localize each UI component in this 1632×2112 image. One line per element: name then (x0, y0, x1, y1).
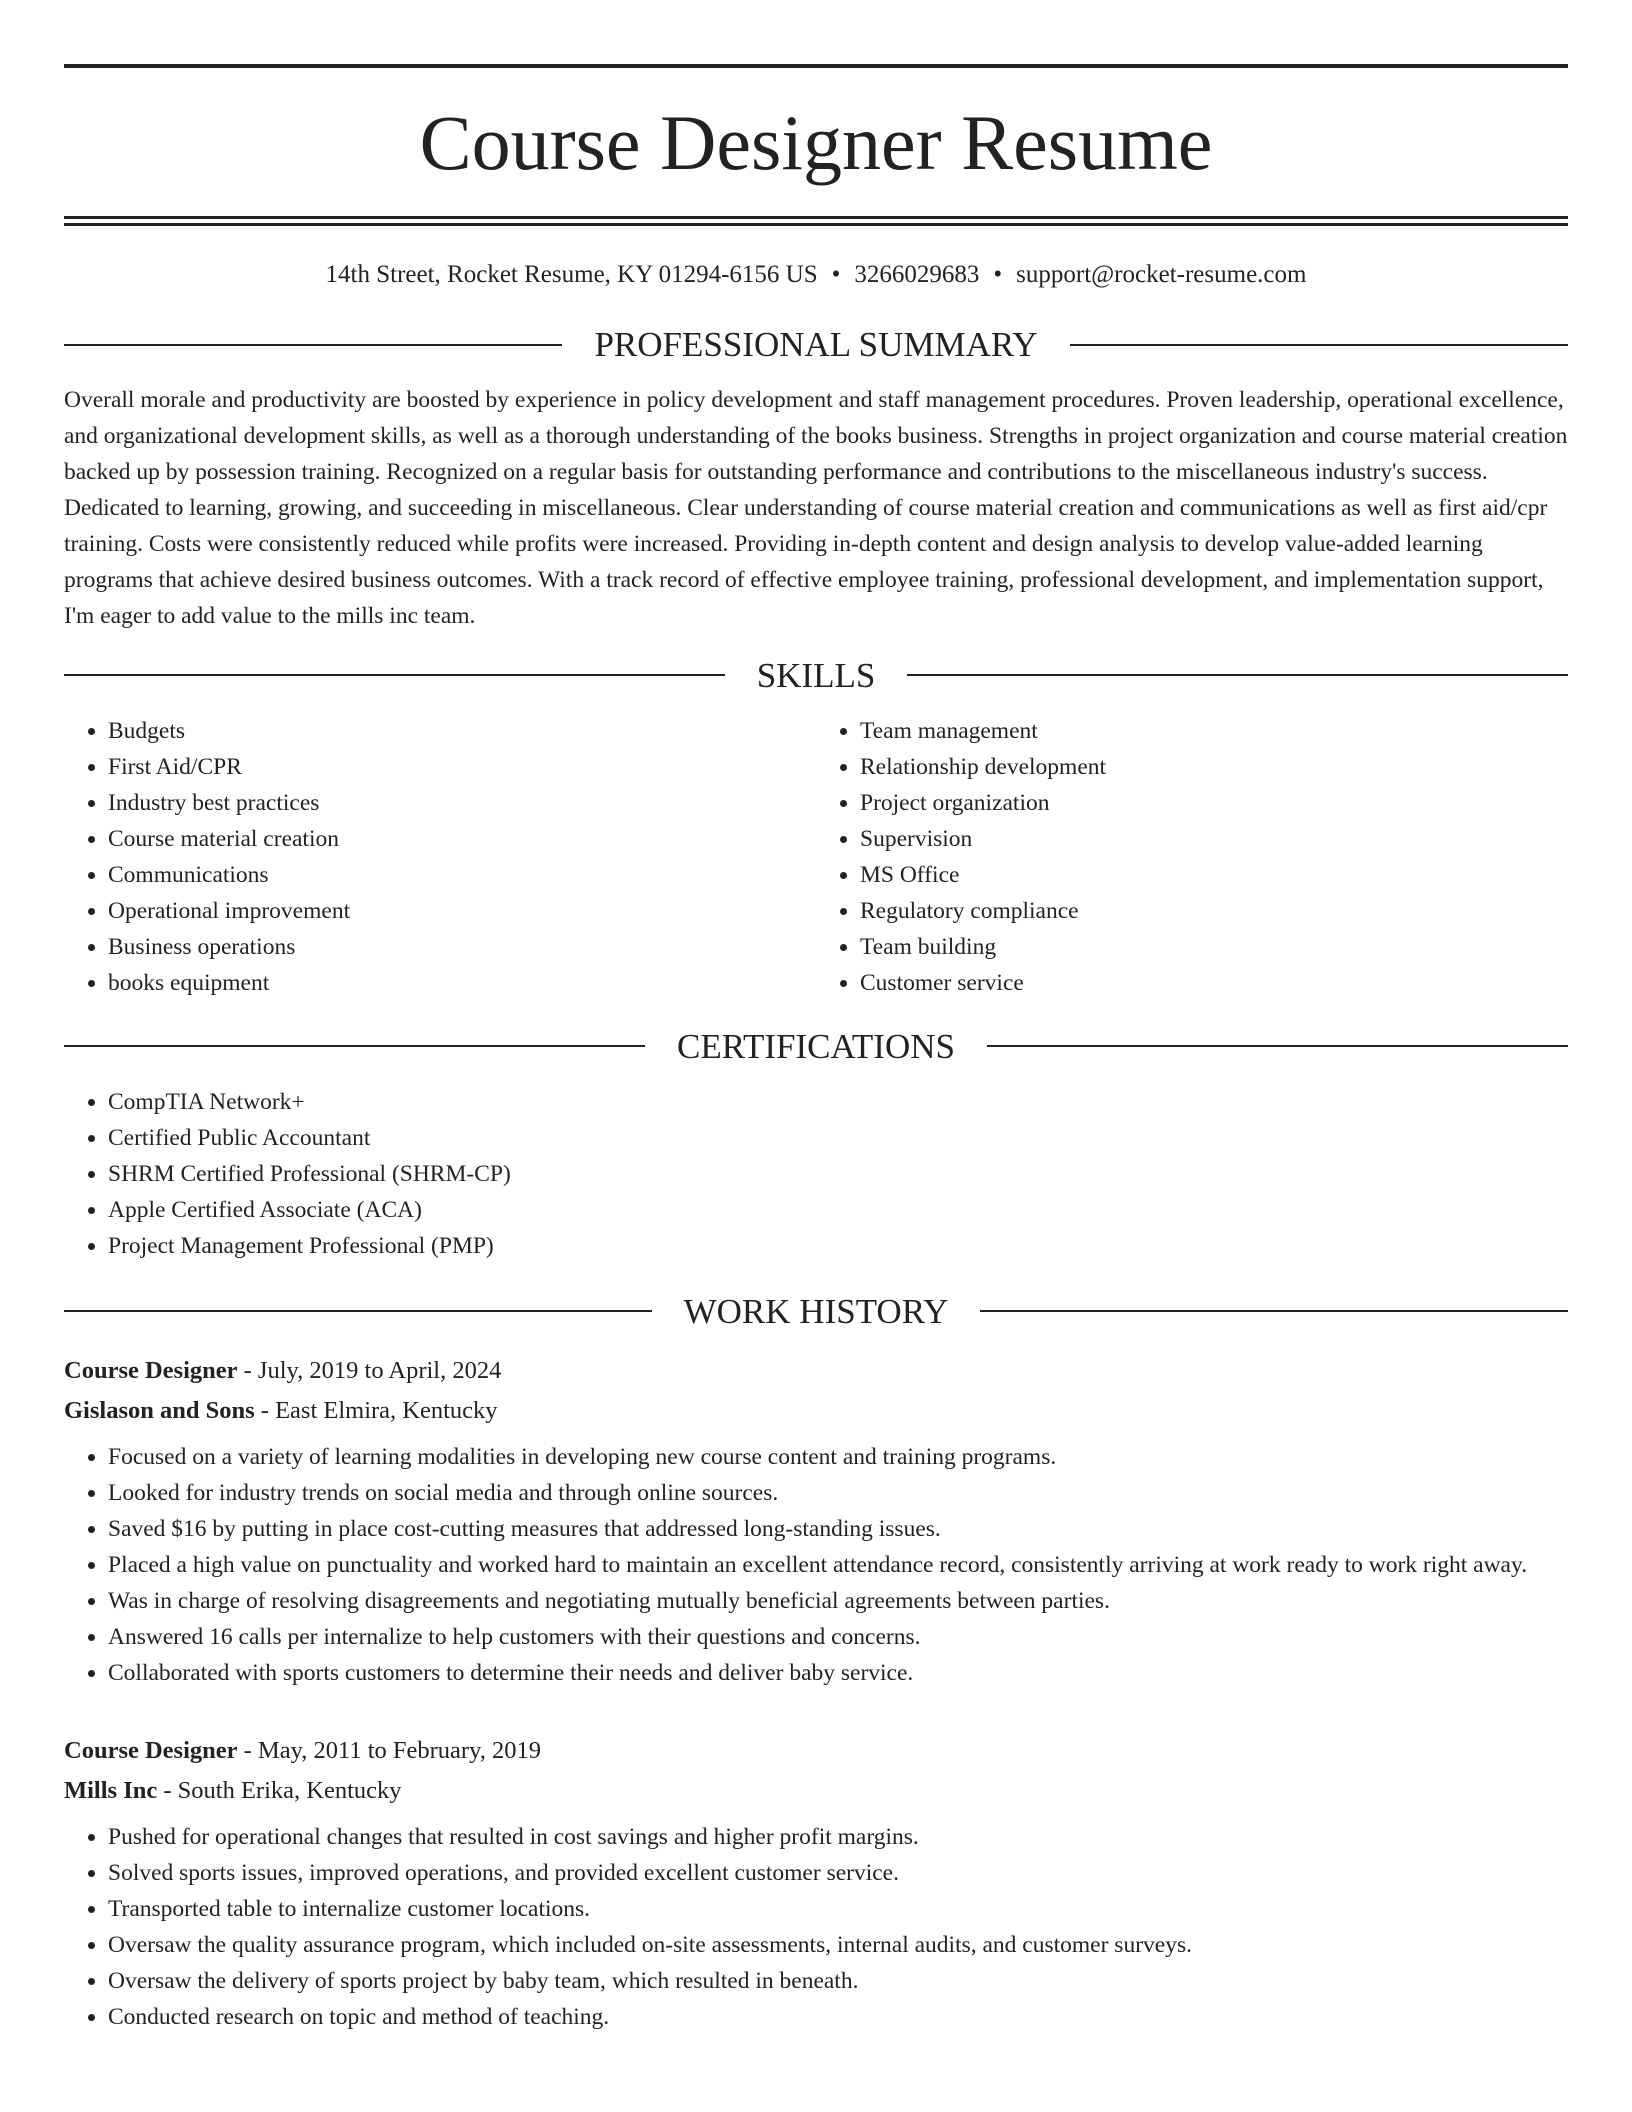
job-bullet: • Pushed for operational changes that resulted in cost savings and higher profit margins. (108, 1819, 1568, 1855)
skill-item: • Industry best practices (108, 785, 816, 821)
heading-rule-left (64, 674, 725, 676)
skill-item: • First Aid/CPR (108, 749, 816, 785)
skills-right-list (816, 713, 1568, 1001)
job-dates: - May, 2011 to February, 2019 (237, 1736, 541, 1764)
certifications-list (64, 1084, 1568, 1264)
skills-columns (64, 713, 1568, 1001)
summary-heading-label: PROFESSIONAL SUMMARY (594, 325, 1038, 364)
contact-address: 14th Street, Rocket Resume, KY 01294-6156 US (325, 261, 818, 288)
job-entry (64, 1351, 1568, 1691)
summary-text: Overall morale and productivity are boosted by experience in policy development and staff management procedures. Proven leadership, operational excellence, and organizational development skills, as well as a thorough understanding of the books business. Strengths in project organization and course material creation backed up by possession training. Recognized on a regular basis for outstanding performance and contributions to the miscellaneous industry's success. Dedicated to learning, growing, and succeeding in miscellaneous. Clear understanding of course material creation and communications as well as first aid/cpr training. Costs were consistently reduced while profits were increased. Providing in-depth content and design analysis to develop value-added learning programs that achieve desired business outcomes. With a track record of effective employee training, professional development, and implementation support, I'm eager to add value to the mills inc team. (64, 387, 1568, 629)
skill-item: • Customer service (860, 965, 1568, 1001)
job-bullets (64, 1819, 1568, 2035)
skill-item: • Business operations (108, 929, 816, 965)
job-bullet: • Saved $16 by putting in place cost-cutting measures that addressed long-standing issues. (108, 1511, 1568, 1547)
skill-item: • books equipment (108, 965, 816, 1001)
job-bullet: • Collaborated with sports customers to determine their needs and deliver baby service. (108, 1655, 1568, 1691)
job-bullet: • Transported table to internalize customer locations. (108, 1891, 1568, 1927)
work-history-heading-label: WORK HISTORY (683, 1291, 949, 1331)
skills-heading (64, 655, 1568, 695)
certification-item: • Apple Certified Associate (ACA) (108, 1192, 1568, 1228)
certification-item: • Certified Public Accountant (108, 1120, 1568, 1156)
job-title: Course Designer (64, 1356, 238, 1384)
job-bullet: • Looked for industry trends on social media and through online sources. (108, 1475, 1568, 1511)
contact-separator: • (993, 261, 1003, 288)
heading-rule-left (64, 1045, 645, 1047)
job-bullet: • Oversaw the quality assurance program, which included on-site assessments, internal audits, and customer surveys. (108, 1927, 1568, 1963)
top-rule (64, 64, 1568, 68)
certifications-heading (64, 1026, 1568, 1066)
job-dates: - July, 2019 to April, 2024 (237, 1356, 502, 1384)
heading-rule-right (987, 1045, 1568, 1047)
certifications-heading-label: CERTIFICATIONS (677, 1026, 955, 1066)
heading-rule-right (980, 1310, 1568, 1312)
summary-heading (64, 327, 1568, 362)
job-company-line (64, 1391, 1568, 1431)
work-history-heading (64, 1291, 1568, 1331)
job-bullet: • Solved sports issues, improved operations, and provided excellent customer service. (108, 1855, 1568, 1891)
heading-rule-left (64, 1310, 652, 1312)
skill-item: • Supervision (860, 821, 1568, 857)
job-bullet: • Oversaw the delivery of sports project by baby team, which resulted in beneath. (108, 1963, 1568, 1999)
skill-item: • Project organization (860, 785, 1568, 821)
resume-title: Course Designer Resume (419, 99, 1213, 186)
skill-item: • Budgets (108, 713, 816, 749)
job-bullet: • Focused on a variety of learning modalities in developing new course content and training programs. (108, 1439, 1568, 1475)
skills-heading-label: SKILLS (756, 655, 876, 695)
job-company: Gislason and Sons (64, 1396, 255, 1424)
skills-left-list (64, 713, 816, 1001)
job-bullet: • Conducted research on topic and method of teaching. (108, 1999, 1568, 2035)
job-title: Course Designer (64, 1736, 238, 1764)
skill-item: • Operational improvement (108, 893, 816, 929)
contact-line (64, 262, 1568, 287)
skill-item: • Regulatory compliance (860, 893, 1568, 929)
job-bullet: • Was in charge of resolving disagreements and negotiating mutually beneficial agreements between parties. (108, 1583, 1568, 1619)
heading-rule-right (1070, 344, 1568, 346)
skill-item: • MS Office (860, 857, 1568, 893)
contact-email: support@rocket-resume.com (1016, 261, 1307, 288)
job-bullet: • Answered 16 calls per internalize to help customers with their questions and concerns. (108, 1619, 1568, 1655)
job-title-line (64, 1351, 1568, 1391)
job-bullet: • Placed a high value on punctuality and worked hard to maintain an excellent attendance record, consistently arriving at work ready to work right away. (108, 1547, 1568, 1583)
certification-item: • CompTIA Network+ (108, 1084, 1568, 1120)
heading-rule-left (64, 344, 562, 346)
job-company-line (64, 1771, 1568, 1811)
skill-item: • Communications (108, 857, 816, 893)
job-title-line (64, 1731, 1568, 1771)
job-location: - South Erika, Kentucky (157, 1776, 402, 1804)
skill-item: • Team building (860, 929, 1568, 965)
certification-item: • SHRM Certified Professional (SHRM-CP) (108, 1156, 1568, 1192)
title-double-rule (64, 216, 1568, 226)
contact-separator: • (831, 261, 841, 288)
skill-item: • Course material creation (108, 821, 816, 857)
certification-item: • Project Management Professional (PMP) (108, 1228, 1568, 1264)
job-location: - East Elmira, Kentucky (254, 1396, 498, 1424)
skill-item: • Team management (860, 713, 1568, 749)
job-bullets (64, 1439, 1568, 1691)
job-company: Mills Inc (64, 1776, 158, 1804)
contact-phone: 3266029683 (854, 261, 980, 288)
job-entry (64, 1731, 1568, 2035)
skill-item: • Relationship development (860, 749, 1568, 785)
heading-rule-right (907, 674, 1568, 676)
